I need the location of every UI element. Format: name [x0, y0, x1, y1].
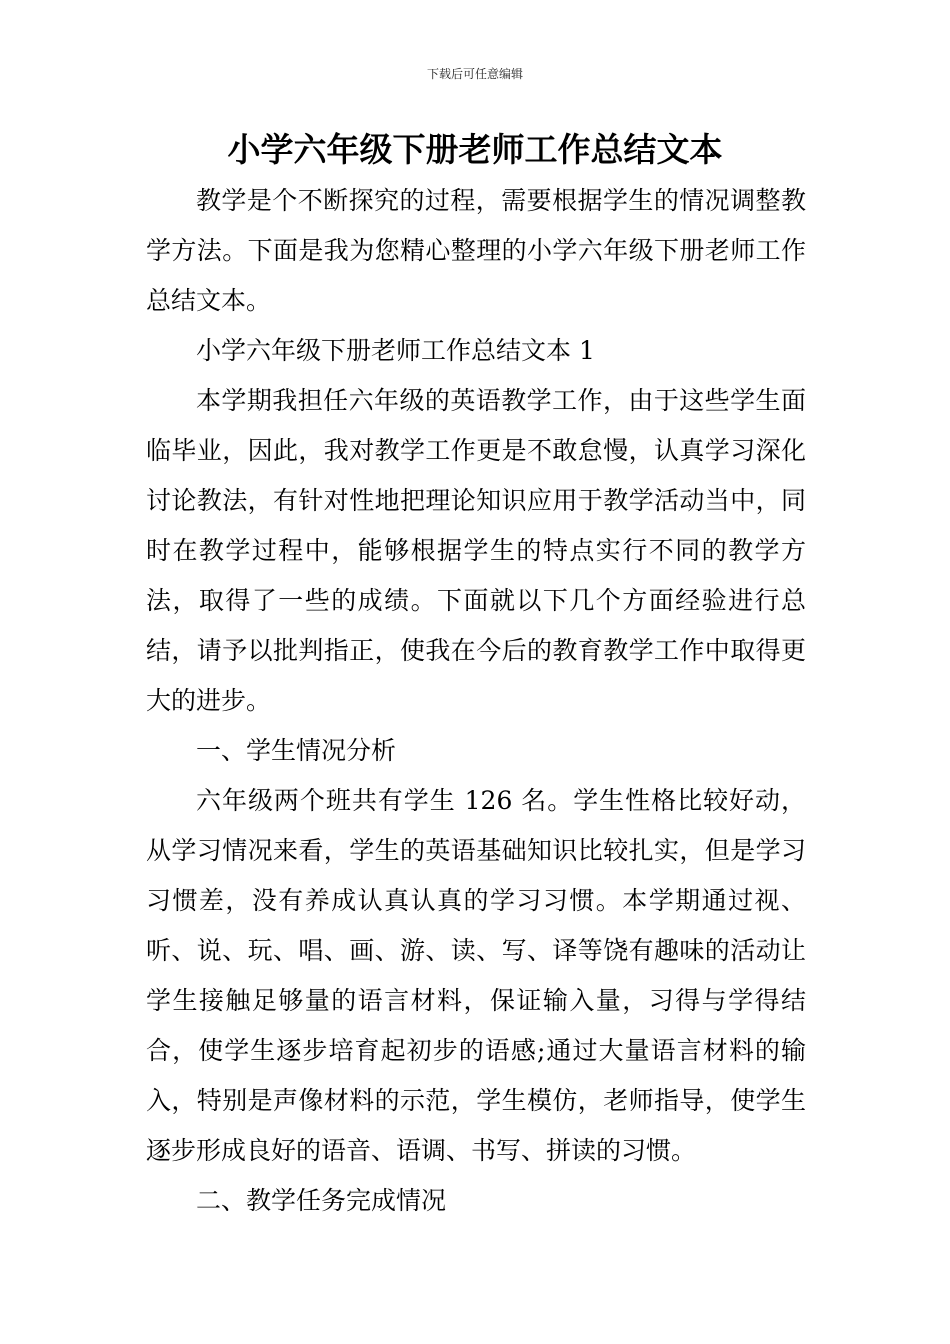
document-body — [146, 176, 806, 1226]
intro-paragraph: 教学是个不断探究的过程，需要根据学生的情况调整教学方法。下面是我为您精心整理的小学六年级下册老师工作总结文本。 — [146, 186, 806, 315]
body-paragraph: 六年级两个班共有学生 126 名。学生性格比较好动，从学习情况来看，学生的英语基础知识比较扎实，但是学习习惯差，没有养成认真认真的学习习惯。本学期通过视、听、说、玩、唱、画、游、读、写、译等饶有趣味的活动让学生接触足够量的语言材料，保证输入量，习得与学得结合，使学生逐步培育起初步的语感;通过大量语言材料的输入，特别是声像材料的示范，学生模仿，老师指导，使学生逐步形成良好的语音、语调、书写、拼读的习惯。 — [146, 786, 806, 1165]
section-heading: 一、学生情况分析 — [196, 736, 397, 765]
section-heading: 二、教学任务完成情况 — [196, 1186, 447, 1215]
header-note: 下载后可任意编辑 — [426, 67, 523, 81]
section-heading: 小学六年级下册老师工作总结文本 1 — [196, 336, 595, 365]
body-paragraph: 本学期我担任六年级的英语教学工作，由于这些学生面临毕业，因此，我对教学工作更是不敢怠慢，认真学习深化讨论教法，有针对性地把理论知识应用于教学活动当中，同时在教学过程中，能够根据学生的特点实行不同的教学方法，取得了一些的成绩。下面就以下几个方面经验进行总结，请予以批判指正，使我在今后的教育教学工作中取得更大的进步。 — [146, 386, 806, 715]
document-title: 小学六年级下册老师工作总结文本 — [227, 130, 723, 169]
